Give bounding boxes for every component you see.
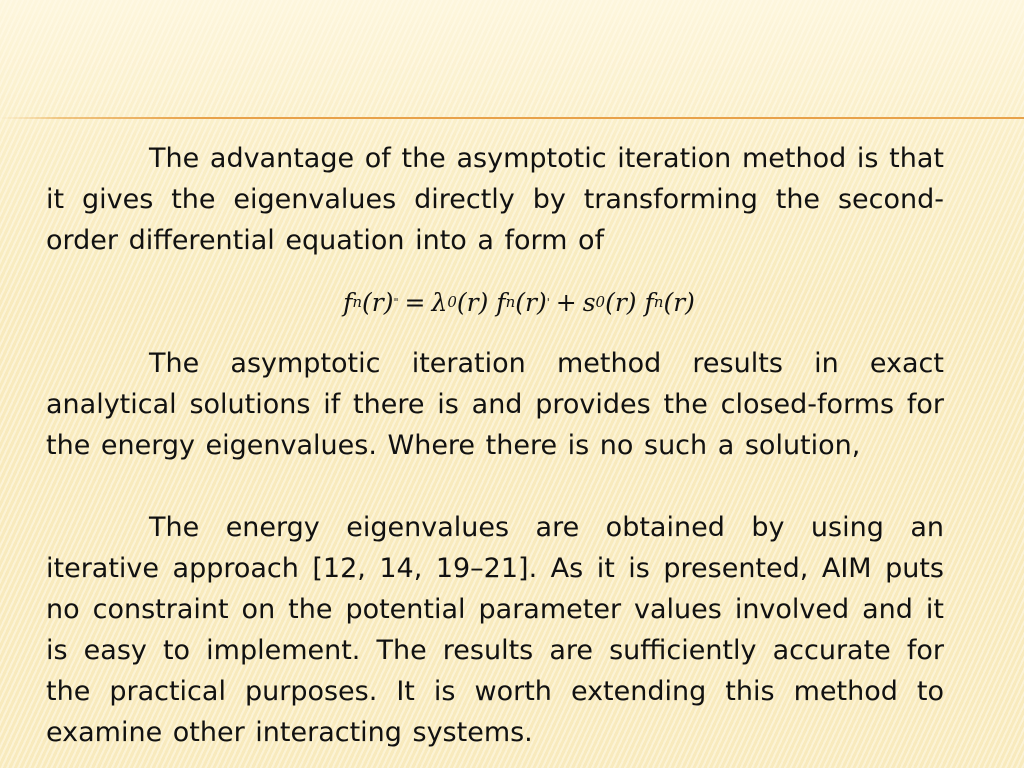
- aim-equation: [46, 261, 944, 343]
- eq-s-sub: 0: [595, 293, 606, 311]
- eq-lhs-arg: (r): [362, 287, 394, 317]
- eq-lhs-f: f: [343, 287, 353, 317]
- eq-lhs-prime: ": [393, 295, 399, 309]
- eq-term1-arg: (r) f: [456, 287, 506, 317]
- top-divider-line: [0, 117, 1024, 119]
- paragraph-exact-solutions: The asymptotic iteration method results in exact analytical solutions if there is and provides the closed-forms for the energy eigenvalues. Where there is no such a solution,: [46, 348, 944, 461]
- slide-content: [46, 138, 944, 753]
- eq-lhs-sub: n: [352, 293, 363, 311]
- eq-term2-sub: n: [653, 293, 664, 311]
- eq-plus: +: [555, 287, 577, 317]
- eq-s: s: [582, 287, 596, 317]
- eq-lambda-sub: 0: [447, 293, 457, 311]
- paragraph-iterative-approach: The energy eigenvalues are obtained by using an iterative approach [12, 14, 19–21]. As it is presented, AIM puts no constraint on the potential parameter values involved and it is easy to implement. The results are sufficiently accurate for the practical purposes. It is worth extending this method to examine other interacting systems.: [46, 512, 944, 748]
- eq-equals: =: [404, 287, 426, 317]
- paragraph-advantage: The advantage of the asymptotic iteration method is that it gives the eigenvalues directly by transforming the second-order differential equation into a form of: [46, 143, 944, 256]
- eq-term2-arg: (r) f: [605, 287, 654, 317]
- eq-term1-sub: n: [505, 293, 516, 311]
- eq-term1-arg2: (r): [515, 287, 547, 317]
- eq-term2-arg2: (r): [663, 287, 695, 317]
- eq-lambda: λ: [431, 287, 448, 317]
- eq-term1-prime: ': [546, 295, 550, 309]
